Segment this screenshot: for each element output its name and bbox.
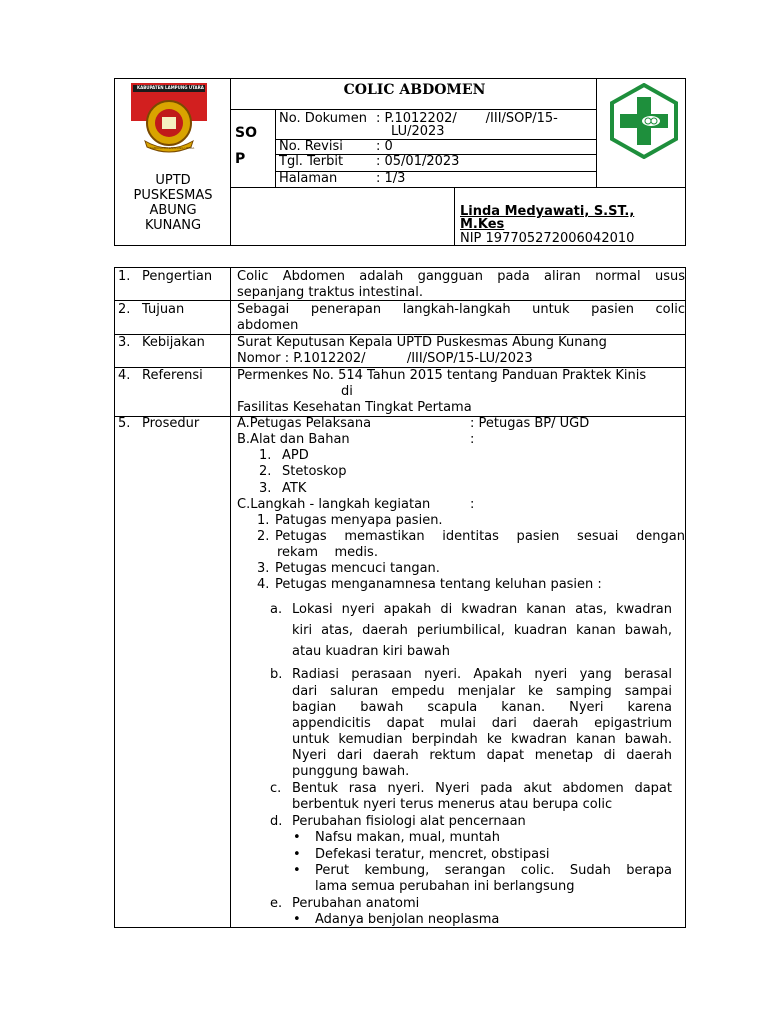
- org-line-2: PUSKESMAS: [133, 188, 213, 203]
- step-text-3: Petugas mencuci tangan.: [275, 561, 440, 576]
- langkah-label: C.Langkah - langkah kegiatan: [237, 497, 431, 512]
- sub-d-bullet-3: • Perut kembung, serangan colic. Sudah berapa: [315, 863, 672, 879]
- row-num-1: 1.: [118, 269, 131, 284]
- field-value-halaman: : 1/3: [376, 171, 406, 186]
- sub-d-num: d.: [270, 814, 283, 829]
- petugas-label: A.Petugas Pelaksana: [237, 416, 372, 431]
- sub-b-line-1: Radiasi perasaan nyeri. Apakah nyeri yang berasal: [292, 667, 672, 682]
- alat-num-2: 2.: [259, 464, 272, 479]
- field-value-revisi: : 0: [376, 139, 393, 154]
- sub-a-line-3: atau kuadran kiri bawah: [292, 644, 450, 659]
- row-num-2: 2.: [118, 302, 131, 317]
- petugas-value: : Petugas BP/ UGD: [470, 416, 590, 431]
- sop-label-1: SO: [235, 125, 257, 141]
- logo-top-text: KABUPATEN LAMPUNG UTARA: [137, 85, 204, 90]
- field-label-dokumen: No. Dokumen: [279, 111, 367, 126]
- org-line-4: KUNANG: [144, 218, 202, 233]
- sub-c-line-2: berbentuk nyeri terus menerus atau berupa colic: [292, 797, 613, 812]
- logo-bottom-text: KABUPATEN LAMPUNG UTARA: [150, 146, 195, 150]
- alat-item-2: Stetoskop: [282, 464, 347, 479]
- tujuan-text-2: abdomen: [237, 318, 299, 333]
- row-label-referensi: Referensi: [142, 368, 203, 383]
- kebijakan-text-2: Nomor : P.1012202/ /III/SOP/15-LU/2023: [237, 351, 533, 366]
- step-text-2: Petugas memastikan identitas pasien sesuai dengan: [275, 529, 685, 544]
- sub-b-line-4: appendicitis dapat mulai dari daerah epigastrium: [292, 716, 672, 731]
- row-label-pengertian: Pengertian: [142, 269, 213, 284]
- sub-c-line-1: Bentuk rasa nyeri. Nyeri pada akut abdomen dapat: [292, 781, 672, 796]
- step-text-2b: rekam medis.: [277, 545, 378, 560]
- langkah-colon: :: [470, 497, 475, 512]
- sub-e-line-1: Perubahan anatomi: [292, 896, 420, 911]
- sub-a-num: a.: [270, 602, 283, 617]
- sub-b-line-5: untuk kemudian berpindah ke kwadran kanan bawah.: [292, 732, 672, 747]
- row-label-prosedur: Prosedur: [142, 416, 200, 431]
- sub-a-line-1: Lokasi nyeri apakah di kwadran kanan atas, kwadran: [292, 602, 672, 617]
- field-label-revisi: No. Revisi: [279, 139, 343, 154]
- signatory-name: Linda Medyawati, S.ST.,: [460, 204, 635, 219]
- sop-label-2: P: [235, 151, 246, 167]
- org-name: [115, 173, 231, 233]
- field-label-halaman: Halaman: [279, 171, 338, 186]
- alat-item-3: ATK: [282, 481, 307, 496]
- step-num-3: 3.: [257, 561, 270, 576]
- sub-e-num: e.: [270, 896, 283, 911]
- sub-b-line-7: punggung bawah.: [292, 764, 410, 779]
- page-title: COLIC ABDOMEN: [343, 82, 486, 98]
- row-num-5: 5.: [118, 416, 131, 431]
- kebijakan-text-1: Surat Keputusan Kepala UPTD Puskesmas Abung Kunang: [237, 335, 607, 350]
- org-line-3: ABUNG: [149, 203, 197, 218]
- row-label-tujuan: Tujuan: [142, 302, 185, 317]
- sub-d-bullet-1: • Nafsu makan, mual, muntah: [315, 830, 500, 846]
- referensi-text-2: di: [341, 384, 353, 399]
- alat-label: B.Alat dan Bahan: [237, 432, 350, 447]
- sub-d-bullet-3b: lama semua perubahan ini berlangsung: [315, 879, 575, 894]
- pengertian-text-2: sepanjang traktus intestinal.: [237, 285, 423, 300]
- sub-b-line-2: dari saluran empedu menjalar ke samping sampai: [292, 684, 672, 699]
- field-value-dokumen-2: LU/2023: [391, 124, 445, 139]
- org-line-1: UPTD: [155, 173, 191, 188]
- referensi-text-3: Fasilitas Kesehatan Tingkat Pertama: [237, 400, 472, 415]
- sub-c-num: c.: [270, 781, 282, 796]
- signatory-name-2: M.Kes: [460, 217, 505, 232]
- sub-b-line-3: bagian bawah scapula kanan. Nyeri karena: [292, 700, 672, 715]
- row-num-4: 4.: [118, 368, 131, 383]
- step-num-2: 2.: [257, 529, 270, 544]
- field-value-terbit: : 05/01/2023: [376, 154, 460, 169]
- signatory-nip: NIP 197705272006042010: [460, 231, 635, 246]
- alat-num-3: 3.: [259, 481, 272, 496]
- sub-b-line-6: Nyeri dari daerah rektum dapat menetap di daerah: [292, 748, 672, 763]
- alat-item-1: APD: [282, 448, 309, 463]
- pengertian-text-1: Colic Abdomen adalah gangguan pada aliran normal usus: [237, 269, 685, 284]
- sub-e-bullet-1: • Adanya benjolan neoplasma: [315, 912, 499, 928]
- district-logo: [131, 83, 207, 155]
- sub-b-num: b.: [270, 667, 283, 682]
- sub-a-line-2: kiri atas, daerah periumbilical, kuadran kanan bawah,: [292, 623, 672, 638]
- row-num-3: 3.: [118, 335, 131, 350]
- sub-d-bullet-2: • Defekasi teratur, mencret, obstipasi: [315, 847, 549, 863]
- puskesmas-logo: [606, 83, 682, 159]
- step-num-1: 1.: [257, 513, 270, 528]
- alat-colon: :: [470, 432, 475, 447]
- referensi-text-1: Permenkes No. 514 Tahun 2015 tentang Panduan Praktek Kinis: [237, 368, 647, 383]
- alat-num-1: 1.: [259, 448, 272, 463]
- sub-d-line-1: Perubahan fisiologi alat pencernaan: [292, 814, 526, 829]
- field-label-terbit: Tgl. Terbit: [279, 154, 344, 169]
- step-text-1: Patugas menyapa pasien.: [275, 513, 443, 528]
- step-text-4: Petugas menganamnesa tentang keluhan pasien :: [275, 577, 602, 592]
- tujuan-text-1: Sebagai penerapan langkah-langkah untuk pasien colic: [237, 302, 685, 317]
- step-num-4: 4.: [257, 577, 270, 592]
- row-label-kebijakan: Kebijakan: [142, 335, 205, 350]
- field-value-dokumen: : P.1012202/ /III/SOP/15-: [376, 111, 558, 126]
